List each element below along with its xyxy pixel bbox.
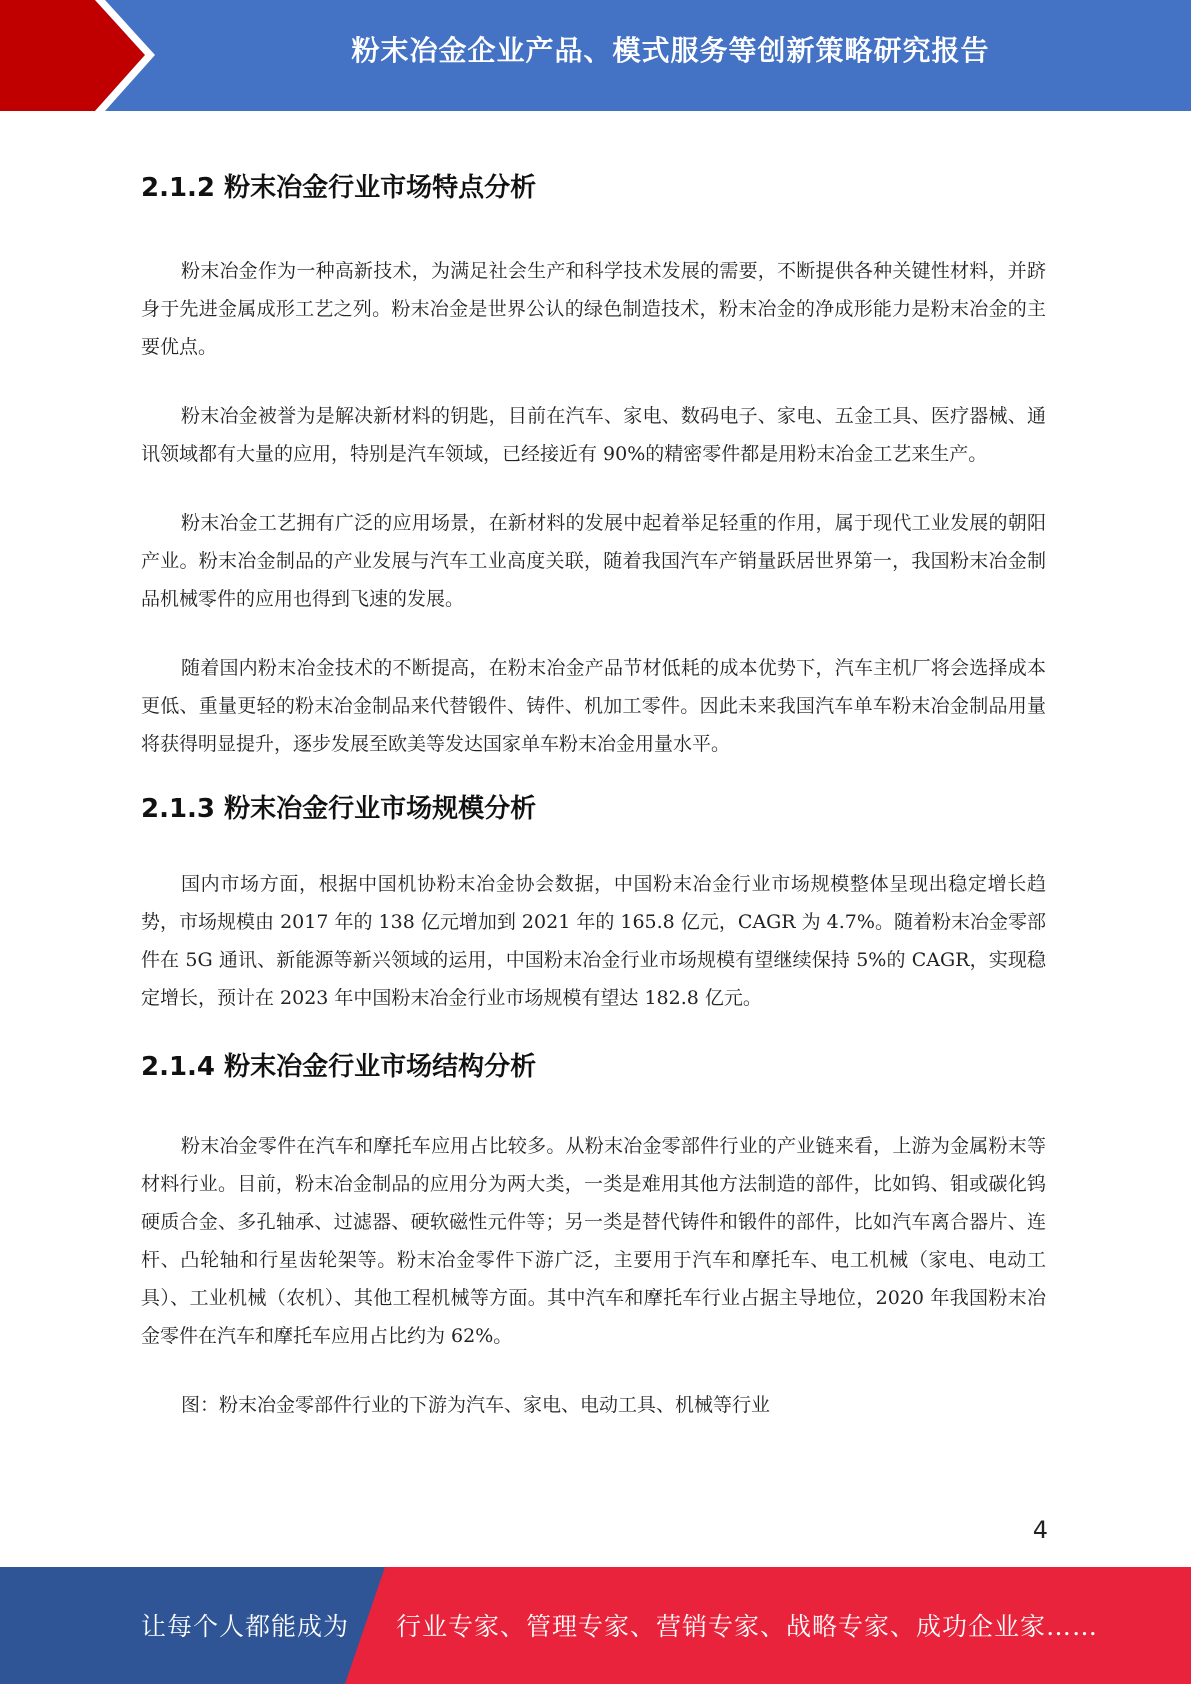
paragraph: 粉末冶金工艺拥有广泛的应用场景，在新材料的发展中起着举足轻重的作用，属于现代工业发展的朝阳产业。粉末冶金制品的产业发展与汽车工业高度关联，随着我国汽车产销量跃居世界第一，我国粉末冶金制品机械零件的应用也得到飞速的发展。	[141, 512, 1046, 610]
footer-slogan-right: 行业专家、管理专家、营销专家、战略专家、成功企业家……	[396, 1612, 1099, 1641]
paragraph: 随着国内粉末冶金技术的不断提高，在粉末冶金产品节材低耗的成本优势下，汽车主机厂将会选择成本更低、重量更轻的粉末冶金制品来代替锻件、铸件、机加工零件。因此未来我国汽车单车粉末冶金制品用量将获得明显提升，逐步发展至欧美等发达国家单车粉末冶金用量水平。	[141, 657, 1046, 755]
header-arrow-decoration	[0, 0, 160, 111]
paragraph: 粉末冶金零件在汽车和摩托车应用占比较多。从粉末冶金零部件行业的产业链来看，上游为金属粉末等材料行业。目前，粉末冶金制品的应用分为两大类，一类是难用其他方法制造的部件，比如钨、钼或碳化钨硬质合金、多孔轴承、过滤器、硬软磁性元件等；另一类是替代铸件和锻件的部件，比如汽车离合器片、连杆、凸轮轴和行星齿轮架等。粉末冶金零件下游广泛，主要用于汽车和摩托车、电工机械（家电、电动工具）、工业机械（农机）、其他工程机械等方面。其中汽车和摩托车行业占据主导地位，2020 年我国粉末冶金零件在汽车和摩托车应用占比约为 62%。	[141, 1135, 1046, 1347]
page-footer	[0, 1567, 1191, 1684]
section-heading-2-1-4: 2.1.4 粉末冶金行业市场结构分析	[141, 1052, 537, 1082]
section-heading-2-1-2: 2.1.2 粉末冶金行业市场特点分析	[141, 173, 537, 203]
paragraph: 国内市场方面，根据中国机协粉末冶金协会数据，中国粉末冶金行业市场规模整体呈现出稳定增长趋势，市场规模由 2017 年的 138 亿元增加到 2021 年的 165.8 亿元，CAGR 为 4.7%。随着粉末冶金零部件在 5G 通讯、新能源等新兴领域的运用，中国粉末冶金行业市场规模有望继续保持 5%的 CAGR，实现稳定增长，预计在 2023 年中国粉末冶金行业市场规模有望达 182.8 亿元。	[141, 873, 1046, 1009]
footer-slogan-left: 让每个人都能成为	[141, 1612, 350, 1641]
paragraph: 粉末冶金作为一种高新技术，为满足社会生产和科学技术发展的需要，不断提供各种关键性材料，并跻身于先进金属成形工艺之列。粉末冶金是世界公认的绿色制造技术，粉末冶金的净成形能力是粉末冶金的主要优点。	[141, 260, 1046, 358]
page-header	[0, 0, 1191, 111]
page-number: 4	[1032, 1516, 1048, 1544]
paragraph: 粉末冶金被誉为是解决新材料的钥匙，目前在汽车、家电、数码电子、家电、五金工具、医疗器械、通讯领域都有大量的应用，特别是汽车领域，已经接近有 90%的精密零件都是用粉末冶金工艺来生产。	[141, 405, 1046, 465]
section-heading-2-1-3: 2.1.3 粉末冶金行业市场规模分析	[141, 794, 537, 824]
figure-caption: 图：粉末冶金零部件行业的下游为汽车、家电、电动工具、机械等行业	[181, 1394, 771, 1416]
report-title: 粉末冶金企业产品、模式服务等创新策略研究报告	[351, 34, 990, 67]
main-content	[141, 160, 1046, 1424]
